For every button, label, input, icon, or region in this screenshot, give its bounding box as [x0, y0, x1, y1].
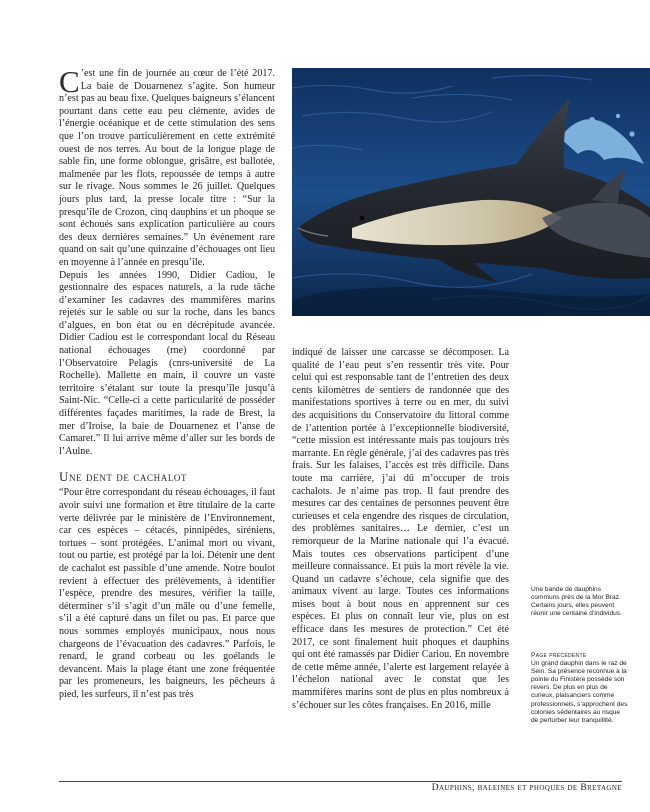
dolphin-photo	[292, 68, 650, 316]
previous-page-caption-text: Un grand dauphin dans le raz de Sein. Sa présence reconnue à la pointe du Finistère possède son revers. De plus en plus de curieux, plaisanciers comme professionnels, s’approchent des colonies sédentaires au risque de perturber leur tranquillité.	[531, 660, 628, 724]
paragraph-3: “Pour être correspondant du réseau échouages, il faut avoir suivi une formation et être titulaire de la carte verte délivrée par le ministère de l’Environnement, car ces espèces – cétacés, pinnipèdes, siréniens, tortues – sont protégées. L’animal mort ou vivant, tout ou partie, est protégé par la loi. Détenir une dent de cachalot est passible d’une amende. Notre boulot revient à effectuer des prélèvements, à identifier l’espèce, prendre des mesures, vérifier la taille, déterminer s’il s’agit d’un mâle ou d’une femelle, s’il a été capturé dans un filet ou pas. Et parce que nous sommes employés municipaux, nous nous chargeons de l’évacuation des cadavres.” Parfois, le renard, le grand corbeau ou les goélands le devancent. Mais la plage étant une zone fréquentée par les promeneurs, les baigneurs, les pêcheurs à pied, les surfeurs, il n’est pas très	[59, 487, 275, 700]
previous-page-label: Page précédente	[531, 652, 587, 659]
paragraph-1-text: ’est une fin de journée au cœur de l’été 2017. La baie de Douarnenez s’agite. Son humeur n’est pas au beau fixe. Quelques baigneurs s’élancent pourtant dans cette eau peu clémente, avides de l’énergie océanique et de cette stimulation des sens que l’on trouve particulièrement en cette extrémité ouest de nos terres. Au bout de la longue plage de sable fin, une forme oblongue, grisâtre, est ballotée, malmenée par les flots, repoussée de temps à autre sur le rivage. Nous sommes le 26 juillet. Quelques jours plus tard, la presse locale titre : “Sur la presqu’île de Crozon, cinq dauphins et un phoque se sont échoués sans explication particulière au cours des deux dernières semaines.” Un événement rare quand on sait qu’une quinzaine d’échouages ont lieu en moyenne à l’année en presqu’île.	[59, 68, 275, 268]
photo-caption	[531, 586, 629, 618]
photo-caption-text: Une bande de dauphins communs près de la Mor Braz. Certains jours, elles peuvent réunir une centaine d’individus.	[531, 586, 622, 618]
paragraph-2: Depuis les années 1990, Didier Cadiou, le gestionnaire des espaces naturels, a la rude tâche d’examiner les cadavres des mammifères marins rejetés sur le sable ou sur la roche, dans les bancs d’algues, en bon état ou en décrépitude avancée. Didier Cadiou est le correspondant local du Réseau national échouages (rne) coordonné par l’Observatoire Pelagis (cnrs-université de La Rochelle). Mallette en main, il couvre un vaste territoire s’étalant sur toute la presqu’île jusqu’à Saint-Nic. “Celle-ci a cette particularité de posséder différentes façades maritimes, la rade de Brest, la mer d’Iroise, la baie de Douarnenez et l’anse de Camaret.” Il lui arrive même d’aller sur les bords de l’Aulne.	[59, 269, 275, 457]
previous-page-caption	[531, 652, 629, 725]
section-subheading: Une dent de cachalot	[59, 469, 188, 485]
drop-cap: C	[59, 64, 80, 99]
paragraph-4: indiqué de laisser une carcasse se décomposer. La qualité de l’eau peut s’en ressentir très vite. Pour celui qui est responsable tant de l’entretien des deux cents kilomètres de sentiers de randonnée que des manifestations sportives à terre ou en mer, du suivi des acquisitions du Conservatoire du littoral comme de l’attention portée à l’exceptionnelle biodiversité, “cette mission est intéressante mais pas toujours très marrante. En règle générale, j’ai des cadavres pas très frais. Sur les falaises, l’accès est très difficile. Dans toute ma carrière, j’ai dû m’occuper de trois cachalots. Je n’aime pas trop. Il faut prendre des mesures car des centaines de personnes peuvent être curieuses et cela engendre des risques de circulation, des problèmes sanitaires… Le dernier, c’est un remorqueur de la Marine nationale qui l’a évacué. Mais toutes ces observations participent d’une meilleure connaissance. Et puis la mort révèle la vie. Quand un cadavre s’échoue, cela signifie que des animaux vivent au large. Toutes ces informations mises bout à bout nous en apprennent sur ces espèces. Et plus on connaît leur vie, plus on est efficace dans les mesures de protection.” Cet été 2017, ce sont finalement huit phoques et dauphins qui ont été ramassés par Didier Cariou. En novembre de cette même année, l’alerte est largement relayée à l’échelon national avec le constat que les mammifères marins sont de plus en plus nombreux à s’échouer sur les côtes françaises. En 2016, mille	[292, 347, 509, 711]
opening-paragraph	[59, 64, 275, 270]
running-footer-title: Dauphins, baleines et phoques de Bretagne	[431, 783, 622, 793]
article-column-right	[292, 347, 509, 712]
footer-rule	[59, 781, 622, 782]
article-column-left	[59, 64, 275, 702]
